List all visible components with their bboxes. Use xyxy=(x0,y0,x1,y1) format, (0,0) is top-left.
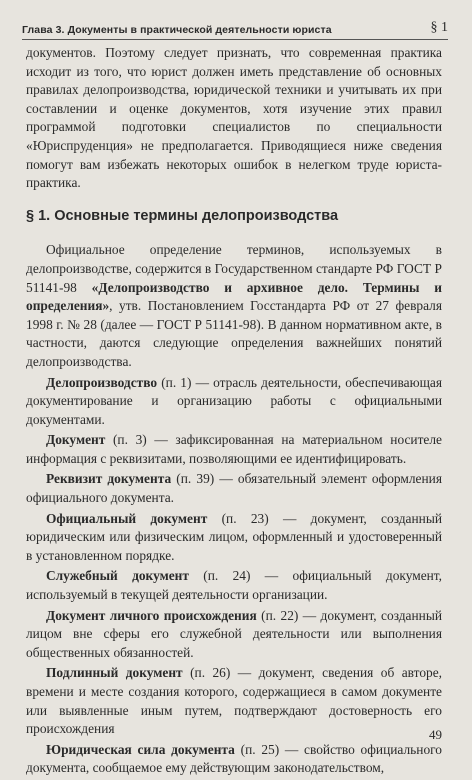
page-body xyxy=(26,44,442,780)
definition-text: (п. 24) — официальный документ, используемый в текущей деятельности организации. xyxy=(26,568,442,603)
definition-term: Документ личного происхождения xyxy=(46,607,257,623)
definition-item xyxy=(26,374,442,430)
standard-title: «Делопроизводство и архивное дело. Термины и определения» xyxy=(26,279,442,314)
definition-text: (п. 26) — документ, сведения об авторе, времени и месте создания которого, содержащиеся в самом документе или выявленные иным путем, подтверждают достоверность его происхождения xyxy=(26,665,443,737)
definition-item xyxy=(26,664,442,738)
definition-item xyxy=(26,567,442,604)
definition-item xyxy=(26,607,442,663)
running-head: Глава 3. Документы в практической деятельности юриста xyxy=(22,24,332,36)
definition-item xyxy=(26,470,442,507)
definition-text: (п. 23) — документ, созданный юридическим или физическим лицом, оформленный и удостоверенный в установленном порядке. xyxy=(26,510,442,563)
standard-paragraph xyxy=(26,241,442,371)
definition-text: (п. 39) — обязательный элемент оформления официального документа. xyxy=(26,471,442,506)
page-header xyxy=(22,8,448,40)
definition-term: Делопроизводство xyxy=(46,374,158,390)
definition-item xyxy=(26,510,442,566)
section-mark: § 1 xyxy=(430,20,448,35)
intro-paragraph: документов. Поэтому следует признать, что современная практика исходит из того, что юрист должен иметь представление об основных правилах делопроизводства, юридической техники и учитывать их при составлении и оценке документов, хотя изучение этих правил программой подготовки специалистов по специальности «Юриспруденция» не предполагается. Приводящиеся ниже сведения помогут вам избежать некоторых ошибок в нелегком труде юриста-практика. xyxy=(26,45,442,191)
standard-text-before: Официальное определение терминов, используемых в делопроизводстве, содержится в Государственном стандарте РФ ГОСТ Р 51141-98 xyxy=(26,242,442,295)
definition-text: (п. 25) — свойство официального документа, сообщаемое ему действующим законодательством, xyxy=(26,741,442,776)
section-title: § 1. Основные термины делопроизводства xyxy=(26,207,339,224)
definition-item xyxy=(26,741,442,778)
page-number: 49 xyxy=(429,727,442,742)
definition-term: Подлинный документ xyxy=(46,665,183,681)
definition-text: (п. 22) — документ, созданный лицом вне сферы его служебной деятельности или выполнения общественных обязанностей. xyxy=(26,607,442,660)
definition-term: Юридическая сила документа xyxy=(46,741,235,757)
definition-term: Реквизит документа xyxy=(46,471,172,487)
definition-item xyxy=(26,431,442,468)
definition-text: (п. 3) — зафиксированная на материальном носителе информация с реквизитами, позволяющими ее идентифицировать. xyxy=(26,432,442,466)
definition-text: (п. 1) — отрасль деятельности, обеспечивающая документирование и организацию работы с официальными документами. xyxy=(26,374,442,427)
definition-term: Документ xyxy=(46,432,106,448)
standard-text-after: , утв. Постановлением Госстандарта РФ от 27 февраля 1998 г. № 28 (далее — ГОСТ Р 51141-98). В данном нормативном акте, в частности, даются следующие определения важнейших понятий делопроизводства. xyxy=(26,298,442,369)
definition-term: Официальный документ xyxy=(46,510,208,526)
definition-term: Служебный документ xyxy=(46,568,189,584)
